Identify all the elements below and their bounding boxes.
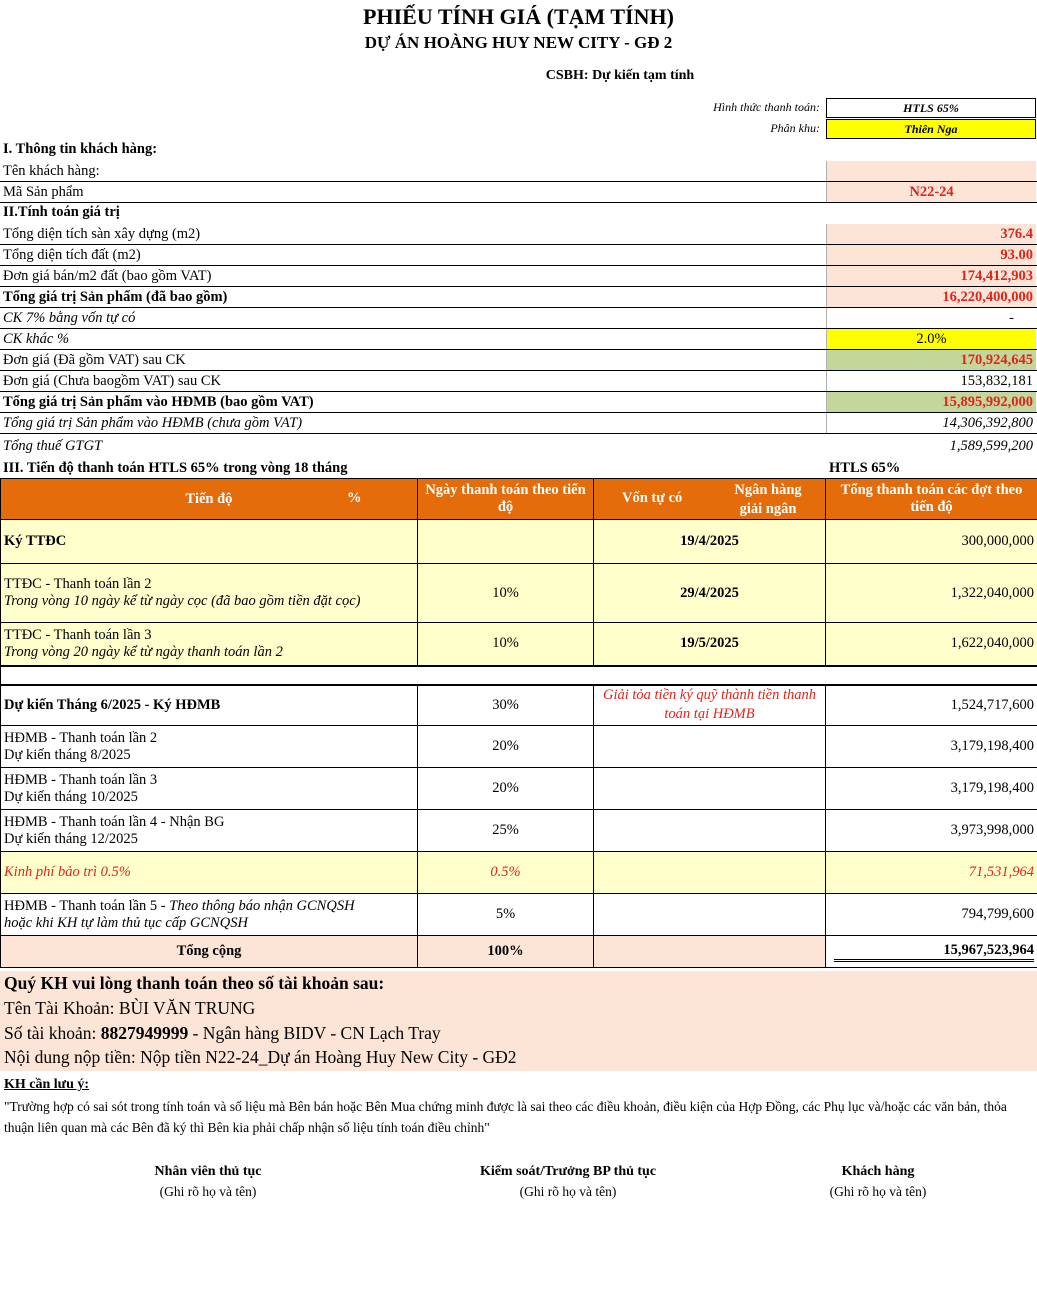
header-bank: Ngân hàng giải ngân bbox=[734, 482, 802, 517]
schedule-amount: 1,524,717,600 bbox=[826, 685, 1037, 726]
table-row bbox=[1, 894, 1037, 936]
contract-value-excl-vat-label: Tổng giá trị Sản phẩm vào HĐMB (chưa gồm VAT) bbox=[3, 415, 303, 431]
valuation-row bbox=[0, 329, 1037, 350]
schedule-step-note: Trong vòng 10 ngày kể từ ngày cọc (đã bao gồm tiền đặt cọc) bbox=[4, 593, 361, 609]
payment-method-label: Hình thức thanh toán: bbox=[713, 100, 820, 114]
schedule-step-title: TTĐC - Thanh toán lần 2 bbox=[4, 576, 152, 592]
discount-7-label: CK 7% bằng vốn tự có bbox=[3, 310, 136, 326]
total-value-value: 16,220,400,000 bbox=[826, 287, 1036, 307]
other-discount-label: CK khác % bbox=[3, 331, 70, 347]
floor-area-value: 376.4 bbox=[826, 224, 1036, 244]
land-area-label: Tổng diện tích đất (m2) bbox=[3, 247, 141, 263]
schedule-amount: 794,799,600 bbox=[826, 894, 1037, 936]
spacer-row bbox=[1, 666, 1037, 685]
schedule-step-title-main: HĐMB - Thanh toán lần 5 - bbox=[4, 897, 170, 914]
schedule-percent: 25% bbox=[418, 810, 594, 852]
header-progress bbox=[1, 479, 418, 520]
vat-total-label: Tổng thuế GTGT bbox=[3, 438, 103, 454]
price-after-discount-value: 170,924,645 bbox=[826, 350, 1036, 370]
valuation-row bbox=[0, 371, 1037, 392]
schedule-step bbox=[1, 623, 418, 666]
page-title: PHIẾU TÍNH GIÁ (TẠM TÍNH) bbox=[363, 4, 674, 29]
bank-heading: Quý KH vui lòng thanh toán theo số tài khoản sau: bbox=[4, 973, 385, 993]
signature-supervisor bbox=[418, 1164, 718, 1200]
price-excl-vat-label: Đơn giá (Chưa baogồm VAT) sau CK bbox=[3, 373, 221, 389]
signature-role: Kiểm soát/Trưởng BP thủ tục bbox=[479, 1164, 657, 1179]
schedule-date: 19/5/2025 bbox=[594, 623, 826, 666]
vat-total-value: 1,589,599,200 bbox=[949, 438, 1033, 454]
schedule-percent: 30% bbox=[418, 685, 594, 726]
schedule-amount: 1,622,040,000 bbox=[826, 623, 1037, 666]
account-number-label: Số tài khoản: bbox=[4, 1023, 101, 1043]
project-subtitle: DỰ ÁN HOÀNG HUY NEW CITY - GĐ 2 bbox=[364, 33, 673, 52]
schedule-date bbox=[594, 894, 826, 936]
contract-value-label: Tổng giá trị Sản phẩm vào HĐMB (bao gồm VAT) bbox=[3, 394, 314, 410]
sales-policy: CSBH: Dự kiến tạm tính bbox=[545, 68, 695, 83]
valuation-row bbox=[0, 413, 1037, 434]
schedule-percent: 10% bbox=[418, 623, 594, 666]
note-heading: KH cần lưu ý: bbox=[4, 1077, 90, 1092]
schedule-step-title: HĐMB - Thanh toán lần 4 - Nhận BG bbox=[4, 813, 225, 830]
schedule-percent: 20% bbox=[418, 726, 594, 768]
header-total: Tổng thanh toán các đợt theo tiến độ bbox=[826, 479, 1037, 520]
schedule-percent bbox=[418, 520, 594, 564]
land-area-value: 93.00 bbox=[826, 245, 1036, 265]
total-empty bbox=[594, 936, 826, 968]
schedule-step-note: hoặc khi KH tự làm thủ tục cấp GCNQSH bbox=[4, 914, 248, 931]
header-funding bbox=[594, 479, 826, 520]
schedule-step bbox=[1, 564, 418, 623]
total-amount-cell bbox=[826, 936, 1037, 968]
total-amount: 15,967,523,964 bbox=[834, 942, 1034, 962]
table-row bbox=[1, 852, 1037, 894]
payment-schedule-table bbox=[0, 478, 1037, 968]
payment-content-label: Nội dung nộp tiền: bbox=[4, 1047, 141, 1067]
schedule-amount: 1,322,040,000 bbox=[826, 564, 1037, 623]
price-excl-vat-value: 153,832,181 bbox=[826, 371, 1036, 391]
customer-name-label: Tên khách hàng: bbox=[3, 163, 100, 179]
valuation-row bbox=[0, 266, 1037, 287]
schedule-escrow-note: Giải tỏa tiền ký quỹ thành tiền thanh toán tại HĐMB bbox=[594, 685, 826, 726]
total-percent: 100% bbox=[418, 936, 594, 968]
header-percent-label: % bbox=[347, 490, 362, 506]
unit-price-value: 174,412,903 bbox=[826, 266, 1036, 286]
account-number-line bbox=[4, 1023, 441, 1044]
schedule-percent: 10% bbox=[418, 564, 594, 623]
schedule-step: Dự kiến Tháng 6/2025 - Ký HĐMB bbox=[1, 685, 418, 726]
signature-staff bbox=[58, 1164, 358, 1200]
signature-role: Nhân viên thủ tục bbox=[154, 1164, 262, 1179]
schedule-step-title: HĐMB - Thanh toán lần 3 bbox=[4, 771, 158, 788]
payment-method-value: HTLS 65% bbox=[826, 98, 1036, 118]
schedule-date bbox=[594, 852, 826, 894]
maintenance-fee-amount: 71,531,964 bbox=[826, 852, 1037, 894]
bank-info-box bbox=[0, 971, 1037, 1071]
spacer-cell bbox=[1, 666, 1037, 685]
total-label: Tổng cộng bbox=[1, 936, 418, 968]
schedule-date: 29/4/2025 bbox=[594, 564, 826, 623]
schedule-step: Ký TTĐC bbox=[1, 520, 418, 564]
bank-name: - Ngân hàng BIDV - CN Lạch Tray bbox=[188, 1023, 441, 1043]
schedule-amount: 300,000,000 bbox=[826, 520, 1037, 564]
header-date: Ngày thanh toán theo tiến độ bbox=[418, 479, 594, 520]
section-customer-title: I. Thông tin khách hàng: bbox=[3, 141, 158, 157]
header-own-capital: Vốn tự có bbox=[622, 490, 683, 506]
schedule-date bbox=[594, 810, 826, 852]
schedule-plan: HTLS 65% bbox=[829, 460, 901, 476]
table-row bbox=[1, 768, 1037, 810]
maintenance-fee-percent: 0.5% bbox=[418, 852, 594, 894]
customer-name-row bbox=[0, 161, 1037, 182]
product-code-row bbox=[0, 182, 1037, 203]
table-row bbox=[1, 520, 1037, 564]
product-code-value: N22-24 bbox=[826, 182, 1036, 202]
schedule-step-title bbox=[4, 898, 414, 915]
valuation-row bbox=[0, 436, 1037, 457]
schedule-header-row bbox=[1, 479, 1037, 520]
zone-value: Thiên Nga bbox=[826, 119, 1036, 139]
schedule-step bbox=[1, 768, 418, 810]
schedule-amount: 3,179,198,400 bbox=[826, 726, 1037, 768]
total-value-label: Tổng giá trị Sản phẩm (đã bao gồm) bbox=[3, 289, 228, 305]
schedule-step-note: Trong vòng 20 ngày kể từ ngày thanh toán lần 2 bbox=[4, 643, 283, 660]
schedule-step-title-italic: Theo thông báo nhận GCNQSH bbox=[169, 897, 355, 914]
maintenance-fee-label: Kinh phí bảo trì 0.5% bbox=[1, 852, 418, 894]
schedule-step-title: TTĐC - Thanh toán lần 3 bbox=[4, 626, 152, 643]
price-after-discount-label: Đơn giá (Đã gồm VAT) sau CK bbox=[3, 352, 186, 368]
signature-role: Khách hàng bbox=[841, 1164, 915, 1179]
table-row bbox=[1, 623, 1037, 666]
table-row bbox=[1, 564, 1037, 623]
note-text: "Trường hợp có sai sót trong tính toán và số liệu mà Bên bán hoặc Bên Mua chứng minh được là sai theo các điều khoản, điều kiện của Hợp Đồng, các Phụ lục và/hoặc các văn bản, thỏa thuận liên quan mà các Bên đã ký thì Bên kia phải chấp nhận số liệu tính toán điều chỉnh" bbox=[4, 1099, 1007, 1135]
schedule-date bbox=[594, 768, 826, 810]
section-valuation-title: II.Tính toán giá trị bbox=[3, 204, 120, 220]
signature-hint: (Ghi rõ họ và tên) bbox=[829, 1184, 927, 1199]
valuation-row bbox=[0, 245, 1037, 266]
valuation-row bbox=[0, 308, 1037, 329]
payment-content-line bbox=[4, 1047, 517, 1068]
signature-hint: (Ghi rõ họ và tên) bbox=[159, 1184, 257, 1199]
unit-price-label: Đơn giá bán/m2 đất (bao gồm VAT) bbox=[3, 268, 212, 284]
contract-value-value: 15,895,992,000 bbox=[826, 392, 1036, 412]
table-row bbox=[1, 685, 1037, 726]
signature-hint: (Ghi rõ họ và tên) bbox=[519, 1184, 617, 1199]
customer-name-value bbox=[826, 161, 1036, 181]
schedule-step bbox=[1, 894, 418, 936]
schedule-step bbox=[1, 810, 418, 852]
discount-7-value: - bbox=[826, 308, 1036, 328]
valuation-row bbox=[0, 350, 1037, 371]
other-discount-value: 2.0% bbox=[826, 329, 1036, 349]
valuation-row bbox=[0, 224, 1037, 245]
schedule-step bbox=[1, 726, 418, 768]
schedule-step-title: HĐMB - Thanh toán lần 2 bbox=[4, 729, 158, 746]
contract-value-excl-vat-value: 14,306,392,800 bbox=[826, 413, 1036, 433]
schedule-percent: 20% bbox=[418, 768, 594, 810]
account-number: 8827949999 bbox=[100, 1023, 189, 1043]
account-name: Tên Tài Khoản: BÙI VĂN TRUNG bbox=[4, 998, 256, 1018]
section-schedule-title: III. Tiến độ thanh toán HTLS 65% trong vòng 18 tháng bbox=[3, 460, 348, 476]
signature-customer bbox=[728, 1164, 1028, 1200]
schedule-step-note: Dự kiến tháng 10/2025 bbox=[4, 788, 138, 805]
schedule-date bbox=[594, 726, 826, 768]
valuation-row bbox=[0, 392, 1037, 413]
schedule-date: 19/4/2025 bbox=[594, 520, 826, 564]
schedule-step-note: Dự kiến tháng 8/2025 bbox=[4, 746, 131, 763]
total-row bbox=[1, 936, 1037, 968]
payment-content: Nộp tiền N22-24_Dự án Hoàng Huy New City - GĐ2 bbox=[140, 1047, 517, 1067]
product-code-label: Mã Sản phẩm bbox=[3, 184, 84, 200]
table-row bbox=[1, 810, 1037, 852]
schedule-step-note: Dự kiến tháng 12/2025 bbox=[4, 830, 138, 847]
schedule-amount: 3,179,198,400 bbox=[826, 768, 1037, 810]
schedule-percent: 5% bbox=[418, 894, 594, 936]
valuation-row bbox=[0, 287, 1037, 308]
table-row bbox=[1, 726, 1037, 768]
floor-area-label: Tổng diện tích sàn xây dựng (m2) bbox=[3, 226, 201, 242]
header-progress-label: Tiến độ bbox=[185, 490, 233, 507]
schedule-amount: 3,973,998,000 bbox=[826, 810, 1037, 852]
zone-label: Phân khu: bbox=[770, 121, 820, 135]
